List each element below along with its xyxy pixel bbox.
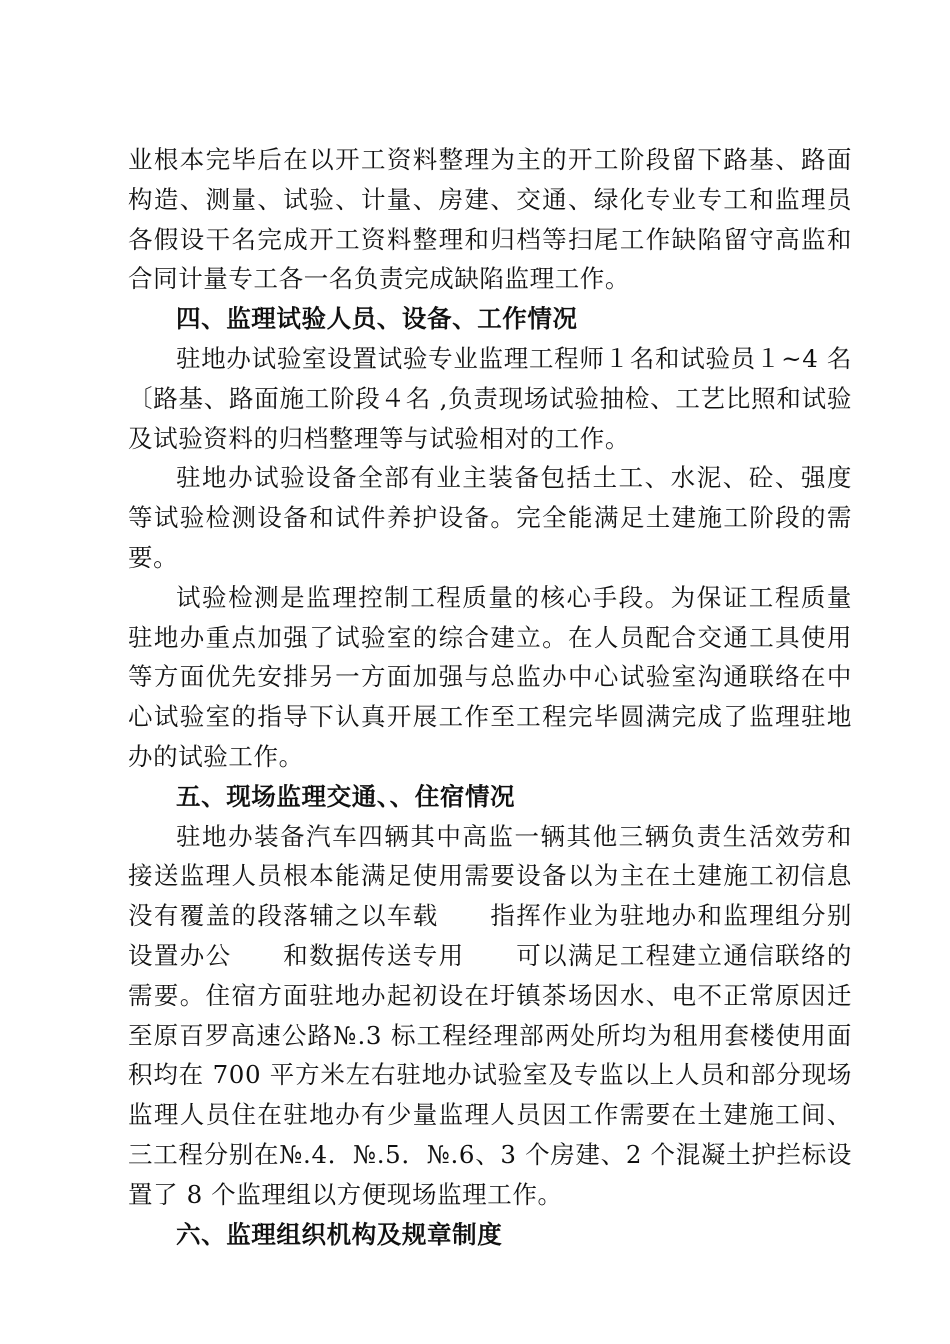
paragraph-lab-staff: 驻地办试验室设置试验专业监理工程师１名和试验员１~4 名〔路基、路面施工阶段４名 ,负责现场试验抽检、工艺比照和试验及试验资料的归档整理等与试验相对的工作。 bbox=[128, 343, 852, 453]
paragraph-lab-equipment: 驻地办试验设备全部有业主装备包括土工、水泥、砼、强度等试验检测设备和试件养护设备。完全能满足土建施工阶段的需要。 bbox=[128, 463, 852, 572]
section-heading-4: 四、监理试验人员、设备、工作情况 bbox=[176, 304, 578, 334]
paragraph-closing-work: 业根本完毕后在以开工资料整理为主的开工阶段留下路基、路面构造、测量、试验、计量、房建、交通、绿化专业专工和监理员各假设干名完成开工资料整理和归档等扫尾工作缺陷留守高监和合同计量专工各一名负责完成缺陷监理工作。 bbox=[128, 145, 852, 294]
paragraph-lab-work: 试验检测是监理控制工程质量的核心手段。为保证工程质量驻地办重点加强了试验室的综合建立。在人员配合交通工具使用等方面优先安排另一方面加强与总监办中心试验室沟通联络在中心试验室的指导下认真开展工作至工程完毕圆满完成了监理驻地办的试验工作。 bbox=[128, 582, 852, 771]
section-heading-6: 六、监理组织机构及规章制度 bbox=[176, 1219, 503, 1249]
document-body bbox=[128, 140, 852, 1254]
paragraph-transport-lodging: 驻地办装备汽车四辆其中高监一辆其他三辆负责生活效劳和接送监理人员根本能满足使用需要设备以为主在土建施工初信息没有覆盖的段落辅之以车载 指挥作业为驻地办和监理组分别设置办公 和数据传送专用 可以满足工程建立通信联络的需要。住宿方面驻地办起初设在圩镇茶场因水、电不正常原因迁至原百罗高速公路№.3 标工程经理部两处所均为租用套楼使用面积均在 700 平方米左右驻地办试验室及专监以上人员和部分现场监理人员住在驻地办有少量监理人员因工作需要在土建施工间、三工程分别在№.4．№.5．№.6、3 个房建、2 个混凝土护拦标设置了 8 个监理组以方便现场监理工作。 bbox=[128, 821, 852, 1209]
section-heading-5: 五、现场监理交通、、住宿情况 bbox=[176, 781, 516, 811]
